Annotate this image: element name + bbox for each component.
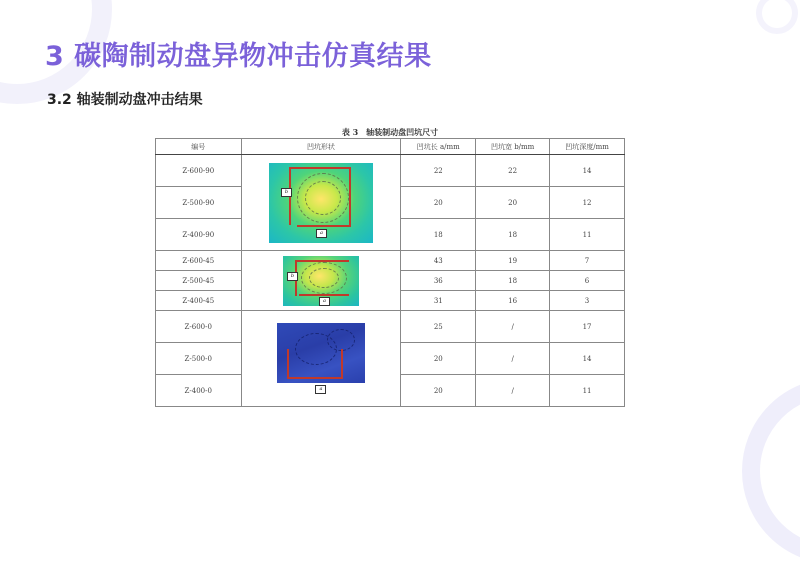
cell-width: 18 [476,271,550,291]
cell-width: / [476,375,550,407]
decorative-ring-bottom-right [742,378,800,564]
header-shape: 凹坑形状 [241,139,401,155]
header-id: 编号 [156,139,242,155]
cell-id: Z-500-45 [156,271,242,291]
cell-id: Z-400-90 [156,219,242,251]
cell-id: Z-600-0 [156,311,242,343]
cell-depth: 7 [550,251,625,271]
header-length: 凹坑长 a/mm [401,139,476,155]
cell-width: 22 [476,155,550,187]
cell-length: 31 [401,291,476,311]
cell-depth: 14 [550,155,625,187]
pit-shape-image-cell-0 [241,311,401,407]
pit-contour-image-0deg [277,323,365,383]
cell-depth: 14 [550,343,625,375]
section-title: 3.2 轴装制动盘冲击结果 [47,92,203,108]
dimension-label-b: b [281,188,292,197]
cell-length: 25 [401,311,476,343]
cell-width: / [476,311,550,343]
cell-id: Z-400-45 [156,291,242,311]
cell-depth: 6 [550,271,625,291]
cell-width: 20 [476,187,550,219]
cell-width: 16 [476,291,550,311]
cell-width: 19 [476,251,550,271]
cell-length: 20 [401,343,476,375]
pit-contour-image-45deg [283,256,359,306]
pit-contour-image-90deg [269,163,373,243]
cell-id: Z-600-90 [156,155,242,187]
cell-depth: 12 [550,187,625,219]
cell-id: Z-500-0 [156,343,242,375]
table-row [156,311,625,343]
dimension-label-b: b [287,272,298,281]
dimension-label-a: a [316,229,327,238]
pit-dimension-table [155,138,625,407]
cell-length: 20 [401,375,476,407]
pit-shape-image-cell-45 [241,251,401,311]
cell-length: 36 [401,271,476,291]
table-header-row [156,139,625,155]
table-caption: 表 3 轴装制动盘凹坑尺寸 [341,127,439,137]
cell-length: 20 [401,187,476,219]
cell-width: 18 [476,219,550,251]
cell-width: / [476,343,550,375]
pit-shape-image-cell-90 [241,155,401,251]
cell-depth: 17 [550,311,625,343]
decorative-ring-top-right [756,0,798,34]
cell-length: 43 [401,251,476,271]
slide-title: 3 碳陶制动盘异物冲击仿真结果 [45,41,432,72]
cell-id: Z-400-0 [156,375,242,407]
cell-length: 18 [401,219,476,251]
cell-id: Z-500-90 [156,187,242,219]
dimension-label-a: a [315,385,326,394]
header-width: 凹坑宽 b/mm [476,139,550,155]
cell-depth: 11 [550,219,625,251]
table-row [156,251,625,271]
table-row [156,155,625,187]
dimension-label-a: a [319,297,330,306]
cell-id: Z-600-45 [156,251,242,271]
cell-depth: 3 [550,291,625,311]
header-depth: 凹坑深度/mm [550,139,625,155]
cell-length: 22 [401,155,476,187]
cell-depth: 11 [550,375,625,407]
